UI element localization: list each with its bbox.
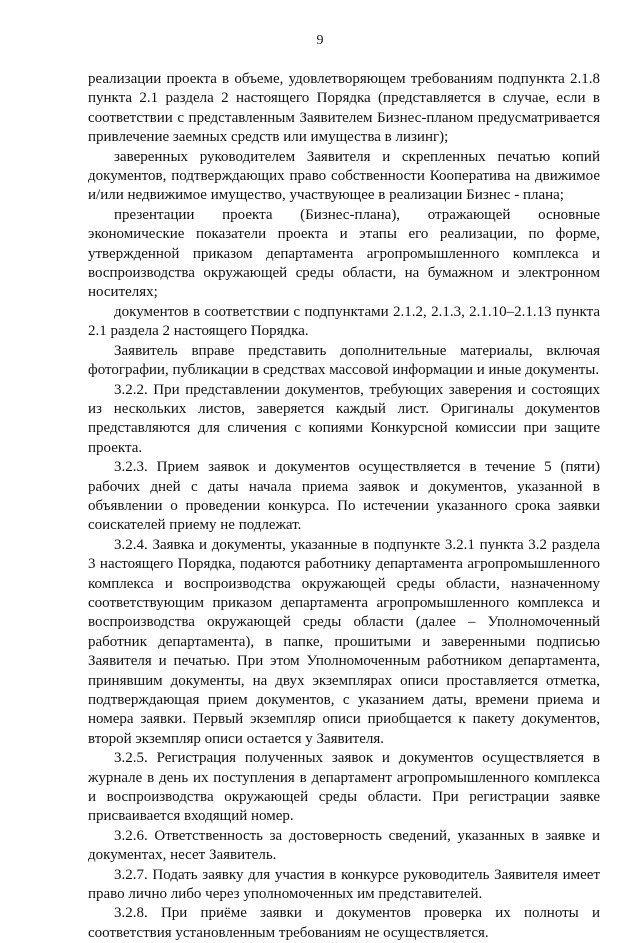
paragraph-clause-3-2-5: 3.2.5. Регистрация полученных заявок и документов осуществляется в журнале в день их поступления в департамент агропромышленного комплекса и воспроизводства окружающей среды области. При регистрации заявке присваивается входящий номер. [88, 750, 600, 825]
paragraph-clause-3-2-8: 3.2.8. При приёме заявки и документов проверка их полноты и соответствия установленным требованиям не осуществляется. [88, 905, 600, 941]
paragraph: заверенных руководителем Заявителя и скрепленных печатью копий документов, подтверждающих право собственности Кооператива на движимое и/или недвижимое имущество, участвующее в реализации Бизнес - плана; [88, 148, 600, 204]
paragraph-clause-3-2-3: 3.2.3. Прием заявок и документов осуществляется в течение 5 (пяти) рабочих дней с даты начала приема заявок и документов, указанной в объявлении о проведении конкурса. По истечении указанного срока заявки соискателей приему не подлежат. [88, 459, 600, 534]
paragraph: презентации проекта (Бизнес-плана), отражающей основные экономические показатели проекта и этапы его реализации, по форме, утвержденной приказом департамента агропромышленного комплекса и воспроизводства окружающей среды области, на бумажном и электронном носителях; [88, 206, 600, 301]
paragraph: Заявитель вправе представить дополнительные материалы, включая фотографии, публикации в средствах массовой информации и иные документы. [88, 342, 600, 379]
paragraph: документов в соответствии с подпунктами 2.1.2, 2.1.3, 2.1.10–2.1.13 пункта 2.1 раздела 2 настоящего Порядка. [88, 303, 600, 340]
paragraph-clause-3-2-6: 3.2.6. Ответственность за достоверность сведений, указанных в заявке и документах, несет Заявитель. [88, 827, 600, 864]
paragraph-clause-3-2-4: 3.2.4. Заявка и документы, указанные в подпункте 3.2.1 пункта 3.2 раздела 3 настоящего Порядка, подаются работнику департамента агропромышленного комплекса и воспроизводства окружающей среды области, назначенному соответствующим приказом департамента агропромышленного комплекса и воспроизводства окружающей среды области (далее – Уполномоченный работник департамента), в папке, прошитыми и заверенными подписью Заявителя и печатью. При этом Уполномоченным работником департамента, принявшим документы, на двух экземплярах описи проставляется отметка, подтверждающая прием документов, с указанием даты, времени приема и номера заявки. Первый экземпляр описи приобщается к пакету документов, второй экземпляр описи остается у Заявителя. [88, 536, 600, 747]
page-number: 9 [316, 33, 324, 48]
document-body [88, 70, 600, 943]
paragraph-clause-3-2-2: 3.2.2. При представлении документов, требующих заверения и состоящих из нескольких листов, заверяется каждый лист. Оригиналы документов представляются для сличения с копиями Конкурсной комиссии при защите проекта. [88, 381, 600, 456]
paragraph-clause-3-2-7: 3.2.7. Подать заявку для участия в конкурсе руководитель Заявителя имеет право лично либо через уполномоченных им представителей. [88, 866, 600, 903]
paragraph-continuation: реализации проекта в объеме, удовлетворяющем требованиям подпункта 2.1.8 пункта 2.1 раздела 2 настоящего Порядка (представляется в случае, если в соответствии с представленным Заявителем Бизнес-планом предусматривается привлечение заемных средств или имущества в лизинг); [88, 71, 600, 146]
